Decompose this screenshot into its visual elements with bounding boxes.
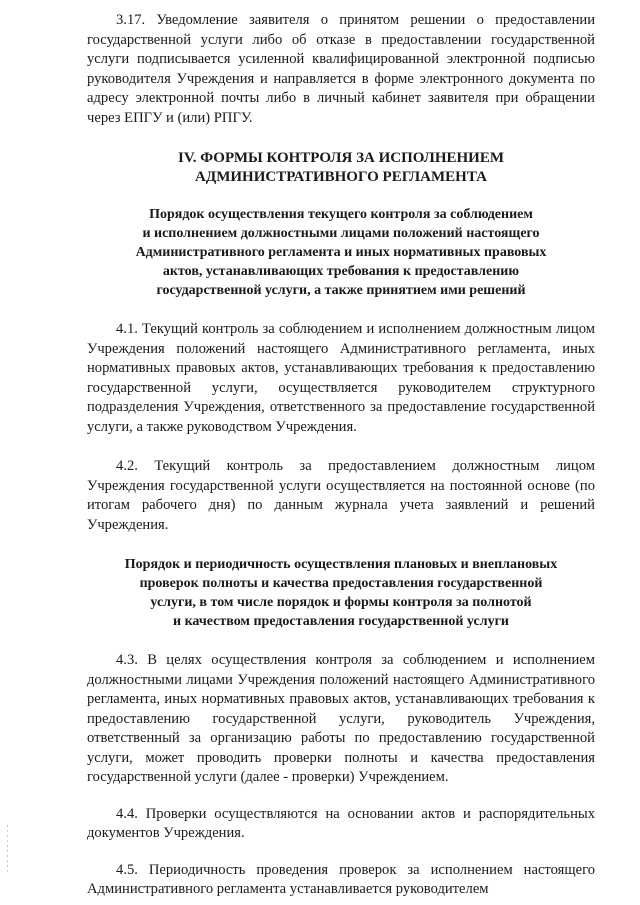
- section-heading-line-1: IV. ФОРМЫ КОНТРОЛЯ ЗА ИСПОЛНЕНИЕМ: [177, 150, 504, 166]
- section-heading-line-2: АДМИНИСТРАТИВНОГО РЕГЛАМЕНТА: [195, 169, 487, 185]
- paragraph-4-1: 4.1. Текущий контроль за соблюдением и исполнением должностным лицом Учреждения положений настоящего Административного регламента, иных нормативных правовых актов, устанавливающих требования к предоставлению государственной услуги, осуществляется руководителем структурного подразделения Учреждения, ответственного за предоставление государственной услуги, а также руководством Учреждения.: [87, 321, 595, 435]
- paragraph-4-2: 4.2. Текущий контроль за предоставлением должностным лицом Учреждения государственной услуги осуществляется на постоянной основе (по итогам рабочего дня) по данным журнала учета заявлений и решений Учреждения.: [87, 458, 595, 533]
- margin-scan-mark: [7, 825, 8, 875]
- subheading-2-line: и качеством предоставления государственной услуги: [173, 614, 509, 629]
- paragraph-4-3: 4.3. В целях осуществления контроля за соблюдением и исполнением должностными лицами Учреждения положений настоящего Административного регламента, иных нормативных правовых актов, устанавливающих требования к предоставлению государственной услуги, руководитель Учреждения, ответственный за организацию работы по предоставлению государственной услуги, может проводить проверки полноты и качества предоставления государственной услуги (далее - проверки) Учреждением.: [87, 652, 595, 785]
- subheading-inspections: [87, 555, 595, 631]
- subheading-2-line: проверок полноты и качества предоставления государственной: [139, 576, 543, 591]
- paragraph-4-4: 4.4. Проверки осуществляются на основании актов и распорядительных документов Учреждения.: [87, 805, 595, 841]
- subheading-1-line: и исполнением должностными лицами положений настоящего: [142, 226, 540, 241]
- subheading-2-line: Порядок и периодичность осуществления плановых и внеплановых: [124, 557, 558, 572]
- subheading-1-line: государственной услуги, а также принятием ими решений: [156, 283, 526, 298]
- section-heading: [87, 149, 595, 187]
- subheading-current-control: [87, 205, 595, 300]
- subheading-1-line: актов, устанавливающих требования к предоставлению: [162, 264, 520, 279]
- subheading-1-line: Административного регламента и иных нормативных правовых: [135, 245, 547, 260]
- subheading-1-line: Порядок осуществления текущего контроля за соблюдением: [149, 207, 533, 222]
- paragraph-4-5: 4.5. Периодичность проведения проверок за исполнением настоящего Административного регламента устанавливается руководителем: [87, 861, 595, 897]
- subheading-2-line: услуги, в том числе порядок и формы контроля за полнотой: [150, 595, 532, 610]
- document-body: [87, 11, 595, 900]
- paragraph-3-17: 3.17. Уведомление заявителя о принятом решении о предоставлении государственной услуги либо об отказе в предоставлении государственной услуги подписывается усиленной квалифицированной электронной подписью руководителя Учреждения и направляется в форме электронного документа по адресу электронной почты либо в личный кабинет заявителя при обращении через ЕПГУ и (или) РПГУ.: [87, 12, 595, 126]
